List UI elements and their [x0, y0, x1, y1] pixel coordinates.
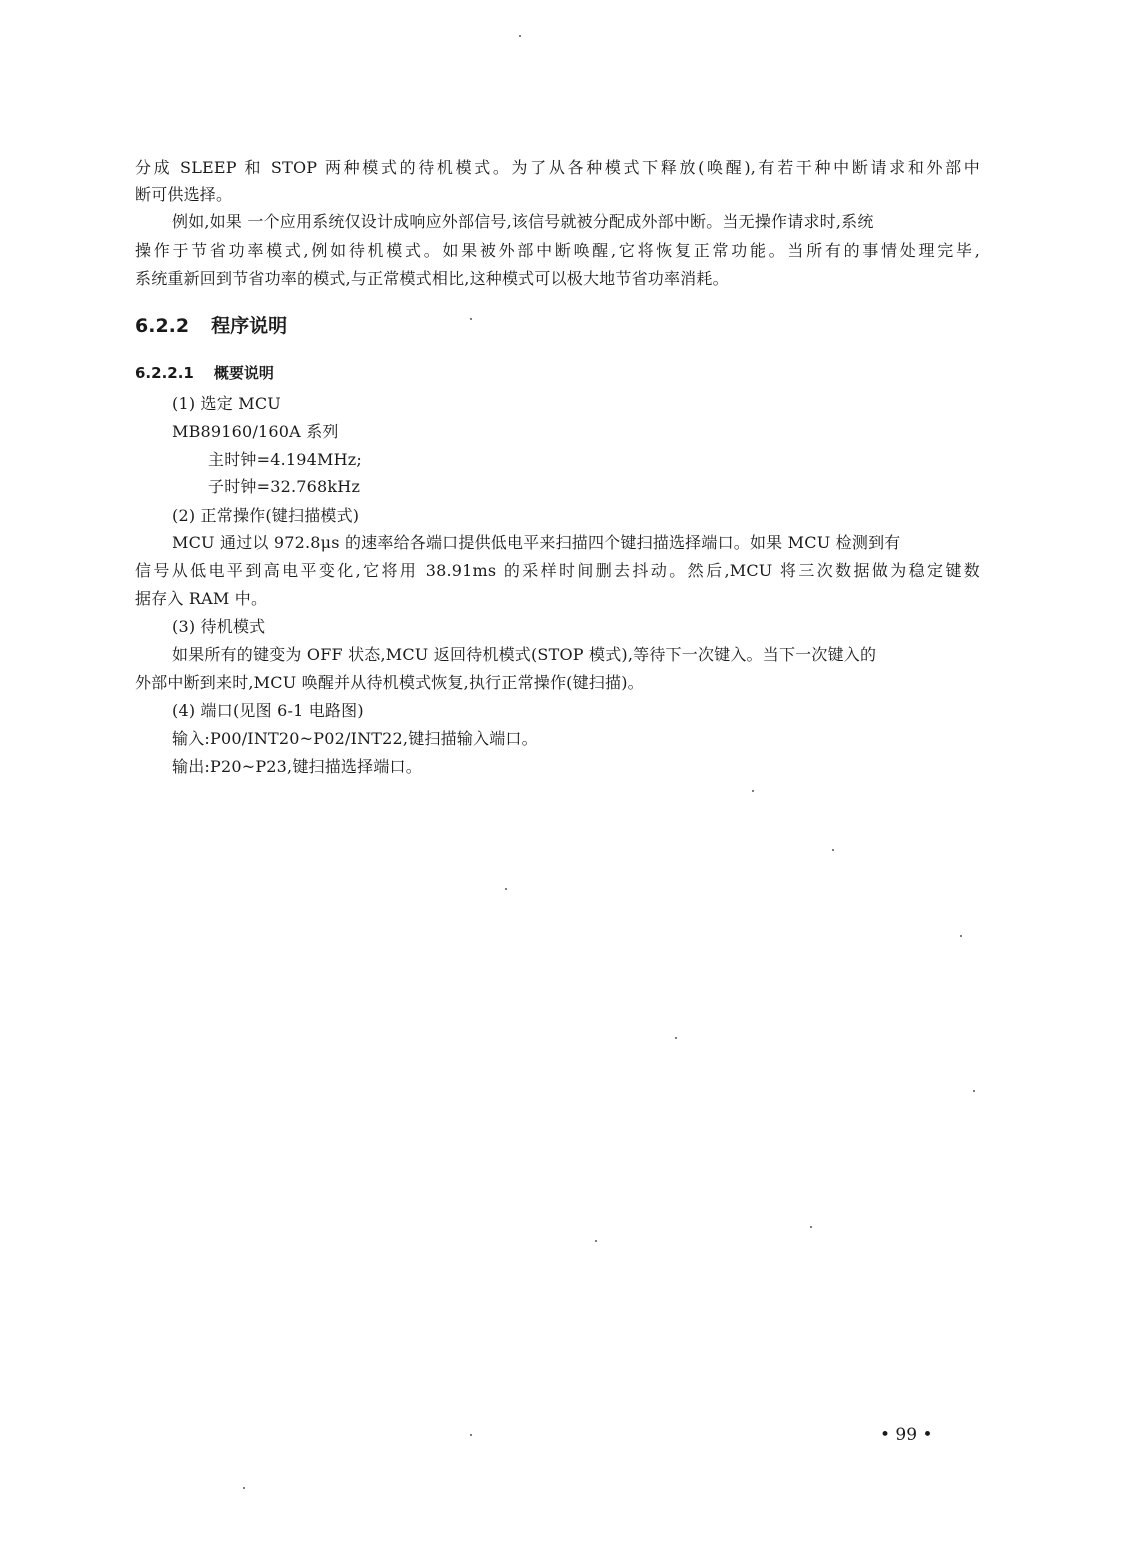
page-number: • 99 •	[880, 1425, 933, 1445]
scan-speck	[470, 318, 472, 320]
paragraph-1-line-2: 断可供选择。	[135, 185, 233, 204]
item-2-heading: (2) 正常操作(键扫描模式)	[172, 506, 360, 525]
scan-speck	[832, 849, 834, 851]
section-title: 程序说明	[211, 315, 288, 337]
scan-speck	[519, 35, 521, 37]
subsection-title: 概要说明	[213, 364, 274, 382]
item-1-model: MB89160/160A 系列	[172, 422, 339, 441]
paragraph-2-line-2: 操作于节省功率模式,例如待机模式。如果被外部中断唤醒,它将恢复正常功能。当所有的事情处理完毕,	[135, 241, 980, 260]
scan-speck	[973, 1090, 975, 1092]
item-1-sub-clock: 子时钟=32.768kHz	[208, 477, 361, 496]
scan-speck	[960, 935, 962, 937]
item-1-heading: (1) 选定 MCU	[172, 394, 281, 413]
scan-speck	[505, 888, 507, 890]
item-3-line-1: 如果所有的键变为 OFF 状态,MCU 返回待机模式(STOP 模式),等待下一次键入。当下一次键入的	[172, 645, 877, 664]
section-heading	[135, 314, 287, 338]
item-4-output: 输出:P20~P23,键扫描选择端口。	[172, 757, 422, 776]
item-3-heading: (3) 待机模式	[172, 617, 266, 636]
subsection-heading	[135, 362, 274, 384]
scan-speck	[243, 1487, 245, 1489]
item-3-line-2: 外部中断到来时,MCU 唤醒并从待机模式恢复,执行正常操作(键扫描)。	[135, 673, 644, 692]
subsection-number: 6.2.2.1	[135, 364, 194, 382]
item-2-line-1: MCU 通过以 972.8μs 的速率给各端口提供低电平来扫描四个键扫描选择端口。如果 MCU 检测到有	[172, 533, 901, 552]
paragraph-2-line-1: 例如,如果 一个应用系统仅设计成响应外部信号,该信号就被分配成外部中断。当无操作请求时,系统	[172, 212, 874, 231]
item-4-heading: (4) 端口(见图 6-1 电路图)	[172, 701, 364, 720]
section-number: 6.2.2	[135, 315, 190, 337]
item-1-main-clock: 主时钟=4.194MHz;	[208, 450, 362, 469]
paragraph-2-line-3: 系统重新回到节省功率的模式,与正常模式相比,这种模式可以极大地节省功率消耗。	[135, 269, 729, 288]
scan-speck	[752, 790, 754, 792]
scan-speck	[675, 1037, 677, 1039]
item-2-line-2: 信号从低电平到高电平变化,它将用 38.91ms 的采样时间删去抖动。然后,MCU 将三次数据做为稳定键数	[135, 561, 980, 580]
item-4-input: 输入:P00/INT20~P02/INT22,键扫描输入端口。	[172, 729, 538, 748]
scan-speck	[470, 1434, 472, 1436]
scan-speck	[810, 1226, 812, 1228]
item-2-line-3: 据存入 RAM 中。	[135, 589, 268, 608]
paragraph-1-line-1: 分成 SLEEP 和 STOP 两种模式的待机模式。为了从各种模式下释放(唤醒),有若干种中断请求和外部中	[135, 158, 980, 177]
scan-speck	[595, 1240, 597, 1242]
